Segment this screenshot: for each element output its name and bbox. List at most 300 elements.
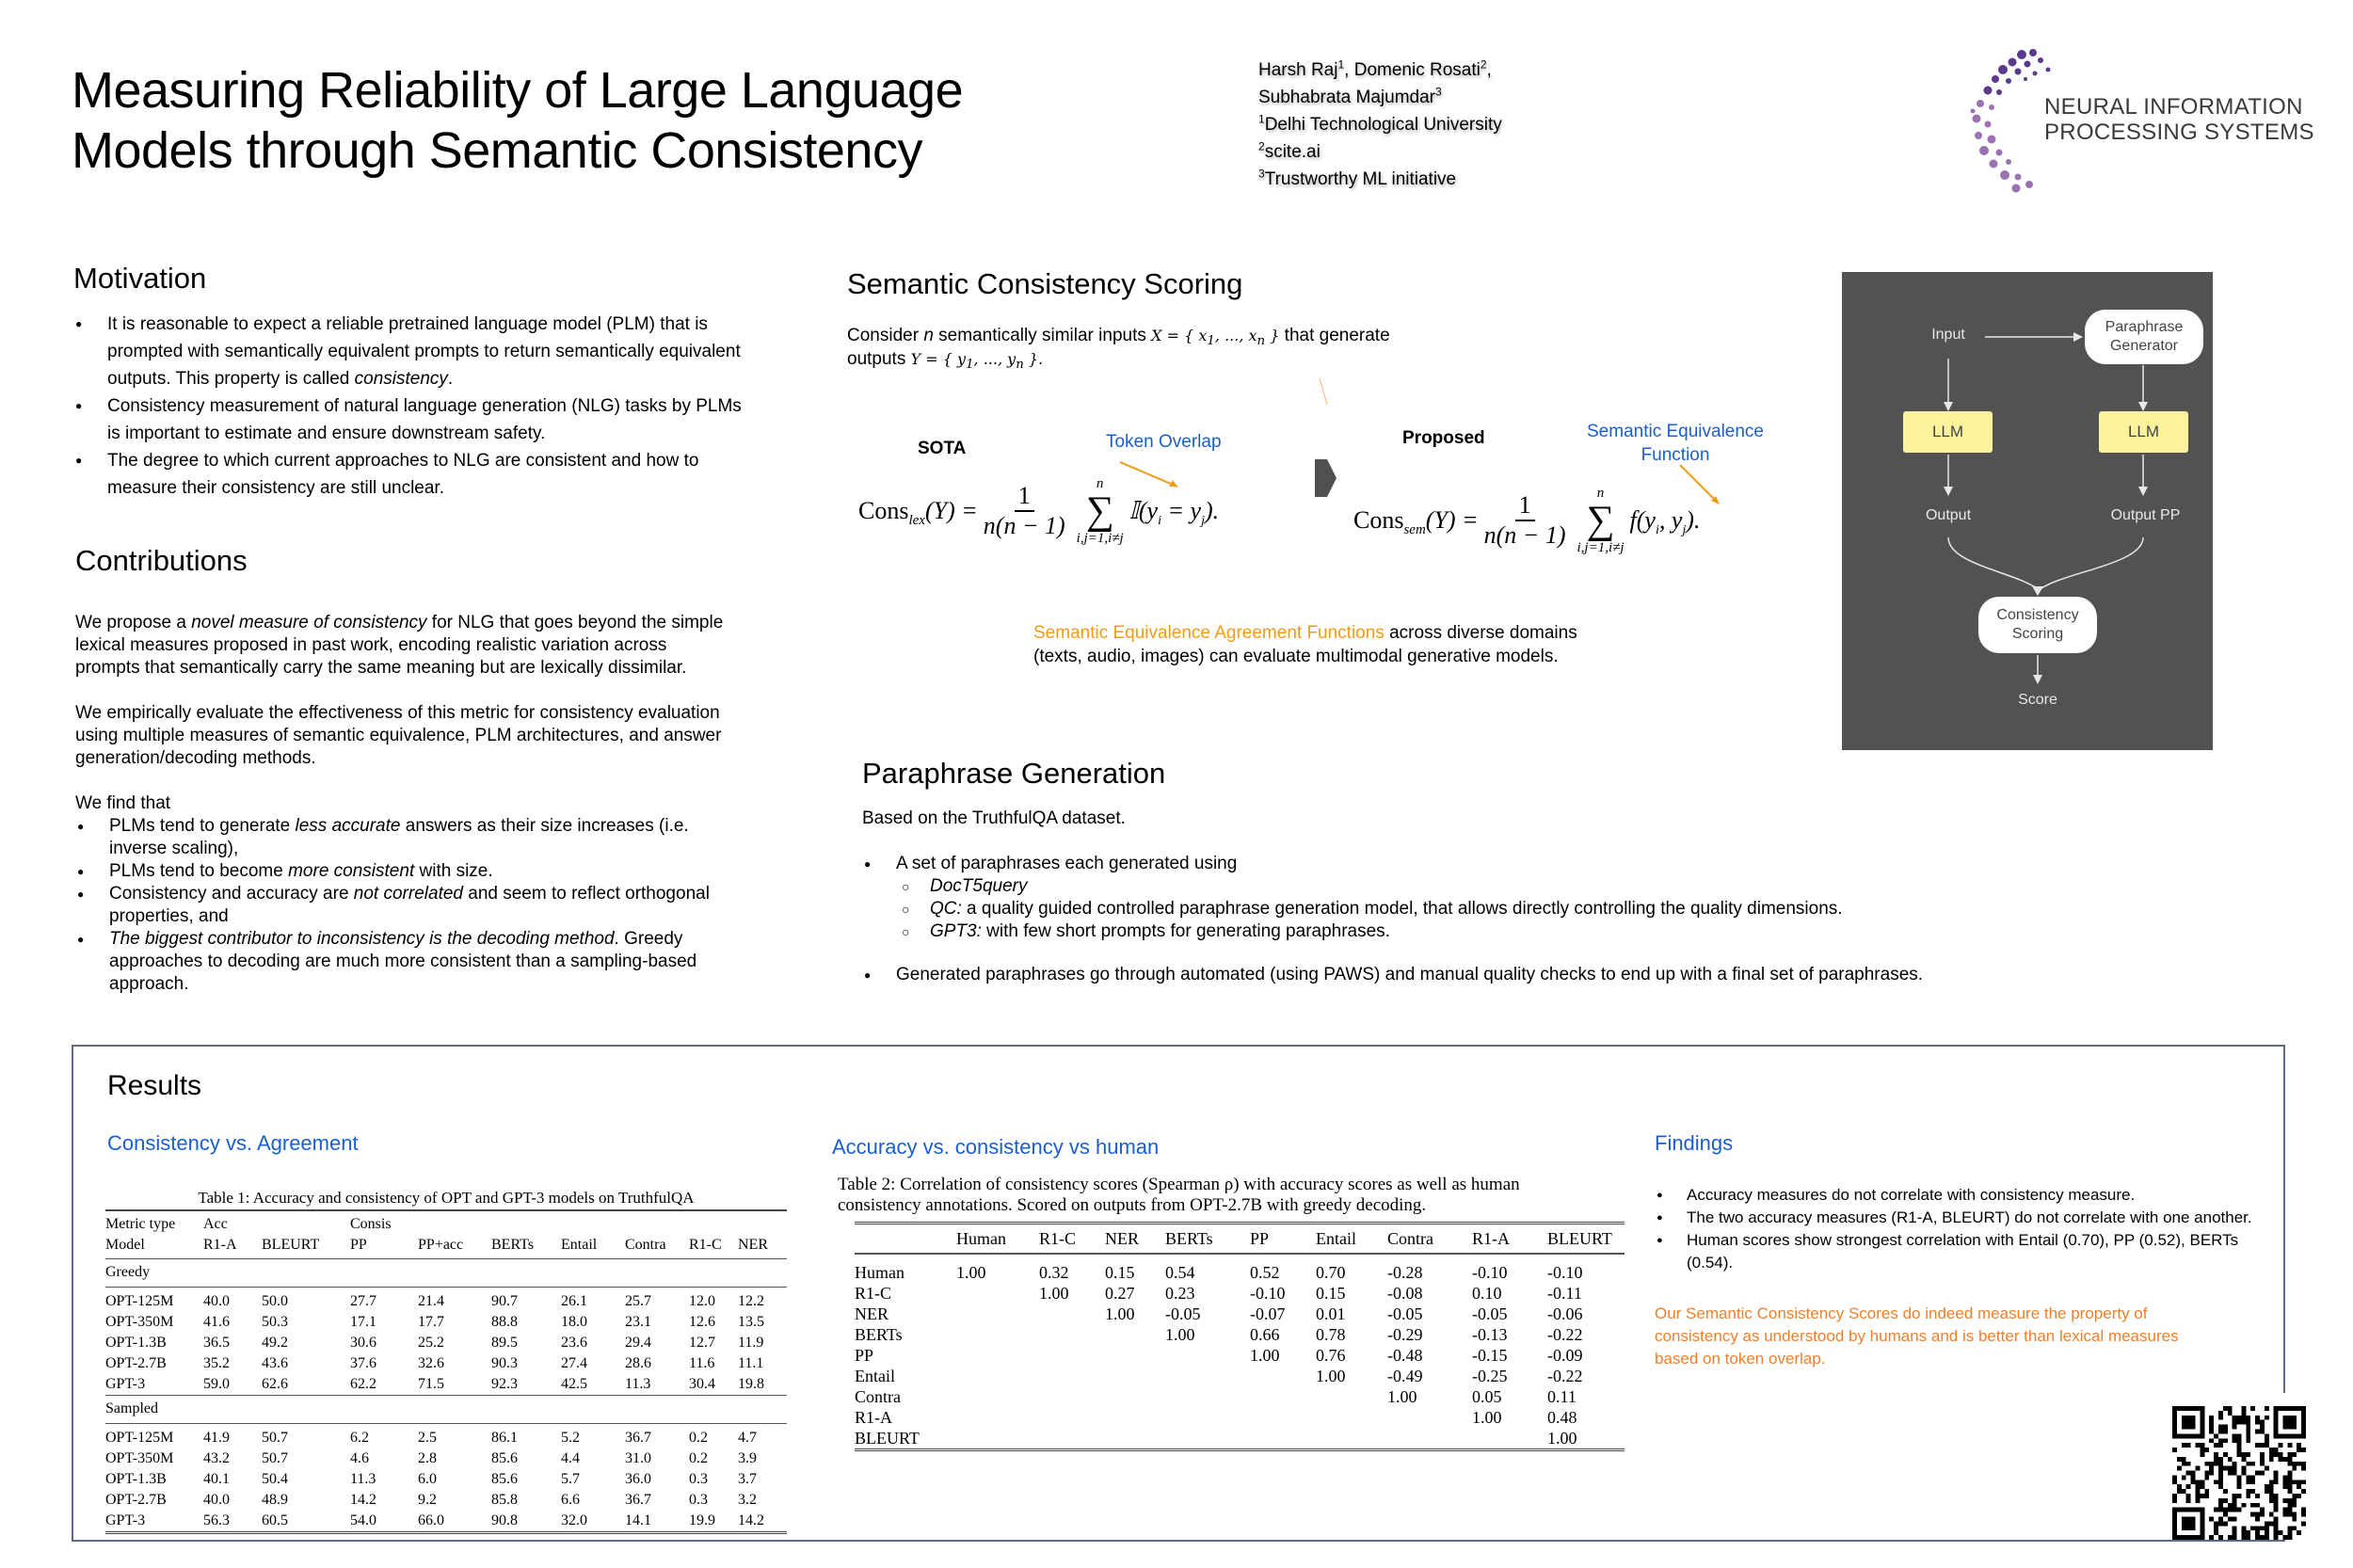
value-cell: 59.0 xyxy=(203,1376,230,1392)
correlation-cell xyxy=(1165,1428,1250,1450)
text: . Greedy approaches to decoding are much more consistent than a sampling-based approach. xyxy=(109,929,697,994)
neurips-logo xyxy=(1967,45,2353,196)
math: = y xyxy=(1160,497,1202,524)
value-cell: 12.7 xyxy=(689,1335,715,1351)
value-cell: 5.7 xyxy=(561,1471,580,1487)
correlation-cell: -0.05 xyxy=(1387,1304,1423,1323)
node-label: Consistency xyxy=(1996,607,2079,623)
sum-upper: n xyxy=(1596,486,1605,501)
right-chevron-icon xyxy=(1315,459,1337,497)
column-header: Entail xyxy=(561,1237,598,1253)
affiliation-name: Trustworthy ML initiative xyxy=(1264,169,1457,189)
numerator: 1 xyxy=(1515,491,1535,521)
finding-bullet xyxy=(109,860,725,883)
correlation-cell: -0.09 xyxy=(1547,1346,1583,1365)
affiliation-sup: 1 xyxy=(1258,112,1265,126)
math-sub: n xyxy=(1257,334,1266,349)
math: Cons xyxy=(1353,506,1404,534)
sigma-icon: ∑ xyxy=(1586,499,1615,542)
note-line-2: (texts, audio, images) can evaluate multimodal generative models. xyxy=(1033,647,1559,666)
math: ). xyxy=(1686,506,1701,534)
correlation-cell xyxy=(1039,1407,1105,1428)
table-row xyxy=(855,1283,1625,1304)
correlation-cell: 0.10 xyxy=(1472,1284,1502,1303)
text: a quality guided controlled paraphrase generation model, that allows directly controlling the quality dimensions. xyxy=(961,899,1843,919)
sum-lower: i,j=1,i≠j xyxy=(1577,540,1625,555)
column-header: R1-C xyxy=(1039,1229,1077,1248)
correlation-cell: 0.52 xyxy=(1250,1263,1280,1282)
finding-bullet xyxy=(109,815,725,860)
column-group-header: Metric type xyxy=(105,1216,176,1232)
value-cell: 90.7 xyxy=(491,1293,518,1309)
value-cell: 11.1 xyxy=(738,1355,764,1371)
value-cell: 85.8 xyxy=(491,1492,518,1508)
value-cell: 50.7 xyxy=(262,1430,288,1446)
math: X = { x xyxy=(1151,327,1208,344)
table-row xyxy=(855,1407,1625,1428)
table-2 xyxy=(838,1175,1647,1451)
value-cell: 4.4 xyxy=(561,1450,580,1466)
value-cell: 32.6 xyxy=(418,1355,444,1371)
value-cell: 4.6 xyxy=(350,1450,369,1466)
table-row xyxy=(105,1490,787,1511)
math-n: n xyxy=(923,326,934,345)
table-row xyxy=(105,1511,787,1533)
text: that generate xyxy=(1279,326,1390,345)
row-label: Contra xyxy=(855,1387,901,1406)
column-header: PP xyxy=(350,1237,367,1253)
method-item xyxy=(930,875,2086,898)
formula-lhs xyxy=(858,497,978,529)
contribution-paragraph: We empirically evaluate the effectiveness of this metric for consistency evaluation using multiple measures of semantic equivalence, PLM architectures, and answer generation/decoding methods. xyxy=(75,703,722,768)
value-cell: 30.4 xyxy=(689,1376,715,1392)
node-output-pp: Output PP xyxy=(2110,507,2181,523)
table-header-row xyxy=(855,1224,1625,1255)
correlation-cell: 0.54 xyxy=(1165,1263,1195,1282)
correlation-cell: -0.07 xyxy=(1250,1304,1286,1323)
findings-bullet: ● Human scores show strongest correlation with Entail (0.70), PP (0.52), BERTs (0.54). xyxy=(1687,1229,2257,1274)
text: PLMs tend to become xyxy=(109,861,289,881)
table-row xyxy=(105,1424,787,1449)
node-input: Input xyxy=(1931,327,1965,343)
value-cell: 5.2 xyxy=(561,1430,580,1446)
method-item xyxy=(930,898,2086,920)
value-cell: 25.7 xyxy=(625,1293,651,1309)
model-cell: OPT-350M xyxy=(105,1314,174,1330)
motivation-bullet xyxy=(107,447,751,502)
value-cell: 11.3 xyxy=(350,1471,376,1487)
denominator: n(n − 1) xyxy=(983,512,1065,539)
value-cell: 86.1 xyxy=(491,1430,518,1446)
math-X xyxy=(1151,327,1280,349)
group-row xyxy=(105,1259,787,1288)
correlation-cell xyxy=(1472,1428,1547,1450)
findings-bullet: ● The two accuracy measures (R1-A, BLEURT) do not correlate with one another. xyxy=(1687,1207,2257,1229)
text: for NLG that goes beyond the simple lexical measures proposed in past work, encoding realistic variation across prompts that semantically carry the same meaning but are lexically dissimilar. xyxy=(75,613,724,678)
column-header: BLEURT xyxy=(262,1237,320,1253)
correlation-cell xyxy=(956,1324,1039,1345)
qr-code-icon[interactable] xyxy=(2172,1406,2306,1540)
author-sup: 1 xyxy=(1337,57,1345,72)
node-consistency-scoring xyxy=(1978,597,2097,653)
math-sub: n xyxy=(1016,358,1024,373)
bullet-text: It is reasonable to expect a reliable pretrained language model (PLM) that is prompted with semantically equivalent prompts to return semantically equivalent outputs. This property is called xyxy=(107,314,741,389)
summand xyxy=(1629,506,1701,538)
value-cell: 48.9 xyxy=(262,1492,288,1508)
formula-semantic xyxy=(1353,485,1815,556)
affiliation-name: scite.ai xyxy=(1264,142,1321,162)
value-cell: 32.0 xyxy=(561,1512,587,1528)
value-cell: 14.2 xyxy=(350,1492,376,1508)
correlation-cell: 0.66 xyxy=(1250,1325,1280,1344)
emphasis: not correlated xyxy=(353,884,463,904)
sigma-icon: ∑ xyxy=(1085,489,1114,533)
fraction xyxy=(984,482,1065,540)
value-cell: 50.3 xyxy=(262,1314,288,1330)
column-header: BLEURT xyxy=(1547,1229,1612,1248)
node-paraphrase-generator xyxy=(2085,310,2203,364)
neurips-dots-icon xyxy=(1967,45,2052,196)
arrowhead-icon xyxy=(2138,487,2148,496)
correlation-cell: -0.22 xyxy=(1547,1367,1583,1385)
model-cell: OPT-125M xyxy=(105,1430,174,1446)
bullet-text: Consistency measurement of natural language generation (NLG) tasks by PLMs is important to estimate and ensure downstream safety. xyxy=(107,396,742,443)
scoring-heading: Semantic Consistency Scoring xyxy=(847,267,1243,300)
column-header: PP xyxy=(1250,1229,1270,1248)
correlation-cell xyxy=(1039,1386,1105,1407)
method-name: GPT3: xyxy=(930,921,982,941)
correlation-cell: -0.49 xyxy=(1387,1367,1423,1385)
method-name: QC: xyxy=(930,899,962,919)
row-label: PP xyxy=(855,1346,874,1365)
poster-title-line-2: Models through Semantic Consistency xyxy=(72,122,922,179)
arrowhead-icon xyxy=(2032,586,2043,596)
summand xyxy=(1128,497,1220,529)
label-line: Function xyxy=(1641,445,1710,465)
correlation-cell xyxy=(1039,1428,1105,1450)
correlation-cell: 1.00 xyxy=(1165,1325,1195,1344)
value-cell: 4.7 xyxy=(738,1430,757,1446)
column-header: NER xyxy=(1105,1229,1139,1248)
correlation-cell: 1.00 xyxy=(1105,1304,1135,1323)
results-frame-right xyxy=(2283,1045,2285,1393)
table-header-row xyxy=(105,1210,787,1235)
arrowhead-icon xyxy=(2073,332,2083,342)
author-name: Harsh Raj xyxy=(1258,60,1338,80)
correlation-cell: -0.13 xyxy=(1472,1325,1508,1344)
text: with size. xyxy=(414,861,493,881)
correlation-cell xyxy=(1250,1407,1316,1428)
value-cell: 40.0 xyxy=(203,1293,230,1309)
value-cell: 6.0 xyxy=(418,1471,437,1487)
row-label: R1-A xyxy=(855,1408,892,1427)
formula-lexical xyxy=(858,475,1308,547)
correlation-cell xyxy=(1387,1407,1472,1428)
correlation-cell: -0.10 xyxy=(1547,1263,1583,1282)
correlation-cell xyxy=(1039,1366,1105,1386)
column-group-header xyxy=(689,1210,738,1235)
value-cell: 6.2 xyxy=(350,1430,369,1446)
correlation-cell xyxy=(1105,1366,1165,1386)
model-cell: OPT-350M xyxy=(105,1450,174,1466)
summation xyxy=(1077,475,1124,547)
author-sup: 2 xyxy=(1480,57,1487,72)
motivation-bullet xyxy=(107,392,751,447)
math-sub: i xyxy=(1158,514,1161,529)
model-cell: OPT-1.3B xyxy=(105,1335,167,1351)
value-cell: 90.3 xyxy=(491,1355,518,1371)
table-1-grid xyxy=(105,1209,787,1534)
value-cell: 36.7 xyxy=(625,1430,651,1446)
results-heading: Results xyxy=(107,1070,202,1101)
value-cell: 36.0 xyxy=(625,1471,651,1487)
math: }. xyxy=(1023,350,1044,368)
value-cell: 11.3 xyxy=(625,1376,651,1392)
accuracy-vs-consistency-heading: Accuracy vs. consistency vs human xyxy=(832,1135,1160,1159)
column-group-header xyxy=(625,1210,689,1235)
method-name: DocT5query xyxy=(930,876,1028,896)
value-cell: 6.6 xyxy=(561,1492,580,1508)
poster-title xyxy=(72,60,963,181)
value-cell: 43.2 xyxy=(203,1450,230,1466)
scoring-intro xyxy=(847,324,1390,371)
correlation-cell xyxy=(1039,1345,1105,1366)
value-cell: 71.5 xyxy=(418,1376,444,1392)
contribution-paragraph xyxy=(75,612,725,680)
table-header-row xyxy=(105,1235,787,1259)
summation xyxy=(1577,485,1625,556)
author-name: Domenic Rosati xyxy=(1353,60,1481,80)
neurips-logo-text xyxy=(2044,94,2314,145)
correlation-cell: 1.00 xyxy=(1472,1408,1502,1427)
numerator: 1 xyxy=(1015,482,1034,512)
findings-bullet: ● Accuracy measures do not correlate with consistency measure. xyxy=(1687,1184,2257,1207)
value-cell: 36.7 xyxy=(625,1492,651,1508)
table-row xyxy=(105,1469,787,1490)
consistency-vs-agreement-heading: Consistency vs. Agreement xyxy=(107,1131,359,1155)
column-header: Model xyxy=(105,1237,145,1253)
faint-orange-line xyxy=(1320,378,1327,405)
fraction xyxy=(1484,491,1566,550)
column-header: Contra xyxy=(625,1237,666,1253)
correlation-cell xyxy=(1105,1324,1165,1345)
note-line-1 xyxy=(1033,621,1577,645)
affiliation xyxy=(1258,138,1502,166)
column-header: Contra xyxy=(1387,1229,1433,1248)
math-sub: lex xyxy=(908,513,925,529)
author-line-2 xyxy=(1258,84,1502,111)
value-cell: 29.4 xyxy=(625,1335,651,1351)
math-sub: j xyxy=(1201,514,1205,529)
table-2-caption xyxy=(838,1175,1647,1216)
value-cell: 56.3 xyxy=(203,1512,230,1528)
proposed-label: Proposed xyxy=(1402,428,1485,448)
value-cell: 49.2 xyxy=(262,1335,288,1351)
math: Cons xyxy=(858,497,909,524)
scoring-note xyxy=(1033,621,1577,668)
math-sub: 1 xyxy=(1207,334,1215,349)
value-cell: 19.8 xyxy=(738,1376,764,1392)
text: PLMs tend to generate xyxy=(109,816,296,836)
correlation-cell xyxy=(1039,1304,1105,1324)
author-name: Subhabrata Majumdar xyxy=(1258,88,1435,107)
table-row xyxy=(855,1254,1625,1283)
text: semantically similar inputs xyxy=(933,326,1152,345)
value-cell: 28.6 xyxy=(625,1355,651,1371)
correlation-cell: -0.22 xyxy=(1547,1325,1583,1344)
correlation-cell: 0.01 xyxy=(1316,1304,1346,1323)
column-header: BERTs xyxy=(491,1237,535,1253)
correlation-cell: 1.00 xyxy=(956,1263,986,1282)
table-row xyxy=(105,1374,787,1396)
correlation-cell: -0.11 xyxy=(1547,1284,1582,1303)
value-cell: 37.6 xyxy=(350,1355,376,1371)
text: with few short prompts for generating paraphrases. xyxy=(981,921,1390,941)
correlation-cell xyxy=(956,1366,1039,1386)
value-cell: 25.2 xyxy=(418,1335,444,1351)
findings-panel xyxy=(1655,1129,2257,1370)
column-header xyxy=(855,1224,956,1255)
correlation-cell: -0.08 xyxy=(1387,1284,1423,1303)
value-cell: 89.5 xyxy=(491,1335,518,1351)
math: ). xyxy=(1204,497,1220,524)
sum-upper: n xyxy=(1096,476,1104,491)
arrowhead-icon xyxy=(1944,487,1953,496)
correlation-cell: 1.00 xyxy=(1039,1284,1069,1303)
value-cell: 11.9 xyxy=(738,1335,764,1351)
table-1 xyxy=(105,1189,787,1534)
bullet-text: . xyxy=(447,369,454,389)
correlation-cell: 0.78 xyxy=(1316,1325,1346,1344)
value-cell: 0.2 xyxy=(689,1450,708,1466)
column-group-header: Acc xyxy=(203,1216,228,1232)
group-row xyxy=(105,1396,787,1424)
sum-lower: i,j=1,i≠j xyxy=(1076,531,1124,546)
group-label: Sampled xyxy=(105,1400,158,1416)
model-cell: GPT-3 xyxy=(105,1512,146,1528)
poster-title-line-1: Measuring Reliability of Large Language xyxy=(72,62,964,119)
value-cell: 35.2 xyxy=(203,1355,230,1371)
bullet-emphasis: consistency xyxy=(354,369,448,389)
author-sep: , xyxy=(1344,60,1354,80)
node-label: Generator xyxy=(2109,338,2179,354)
column-header: R1-A xyxy=(203,1237,237,1253)
model-cell: OPT-125M xyxy=(105,1293,174,1309)
correlation-cell: 0.32 xyxy=(1039,1263,1069,1282)
value-cell: 14.2 xyxy=(738,1512,764,1528)
group-label: Greedy xyxy=(105,1264,151,1280)
table-row xyxy=(105,1288,787,1313)
value-cell: 12.6 xyxy=(689,1314,715,1330)
we-find-that: We find that xyxy=(75,793,171,813)
table-row xyxy=(105,1448,787,1469)
table-row xyxy=(105,1333,787,1353)
text: We propose a xyxy=(75,613,192,632)
correlation-cell: 1.00 xyxy=(1250,1346,1280,1365)
value-cell: 62.6 xyxy=(262,1376,288,1392)
logo-line-2: PROCESSING SYSTEMS xyxy=(2044,120,2314,145)
value-cell: 9.2 xyxy=(418,1492,437,1508)
math-sub: 1 xyxy=(966,358,974,373)
correlation-cell: 0.70 xyxy=(1316,1263,1346,1282)
intro-line-1 xyxy=(847,324,1390,347)
correlation-cell xyxy=(1165,1407,1250,1428)
arrowhead-icon xyxy=(2138,402,2148,411)
value-cell: 42.5 xyxy=(561,1376,587,1392)
value-cell: 0.3 xyxy=(689,1471,708,1487)
correlation-cell xyxy=(1250,1386,1316,1407)
column-header: NER xyxy=(738,1237,768,1253)
correlation-cell: 0.15 xyxy=(1105,1263,1135,1282)
table-2-grid xyxy=(855,1222,1625,1451)
column-header: BERTs xyxy=(1165,1229,1213,1248)
correlation-cell: 0.48 xyxy=(1547,1408,1577,1427)
node-llm-right: LLM xyxy=(2099,411,2188,453)
value-cell: 0.3 xyxy=(689,1492,708,1508)
emphasis: novel measure of consistency xyxy=(191,613,427,632)
value-cell: 85.6 xyxy=(491,1450,518,1466)
value-cell: 41.9 xyxy=(203,1430,230,1446)
table-row xyxy=(855,1386,1625,1407)
affiliation xyxy=(1258,111,1502,138)
row-label: R1-C xyxy=(855,1284,892,1303)
value-cell: 43.6 xyxy=(262,1355,288,1371)
table-row xyxy=(855,1428,1625,1450)
correlation-cell: -0.10 xyxy=(1250,1284,1286,1303)
column-header: Entail xyxy=(1316,1229,1356,1248)
correlation-cell xyxy=(1165,1386,1250,1407)
emphasis: The biggest contributor to inconsistency is the decoding method xyxy=(109,929,615,949)
conclusion-text: Our Semantic Consistency Scores do indeed measure the property of consistency as understood by humans and is better than lexical measures based on token overlap. xyxy=(1655,1304,2179,1368)
semantic-equivalence-label xyxy=(1562,420,1788,467)
value-cell: 50.4 xyxy=(262,1471,288,1487)
correlation-cell: 0.27 xyxy=(1105,1284,1135,1303)
node-output: Output xyxy=(1925,507,1972,523)
affiliation-sup: 2 xyxy=(1258,139,1265,153)
value-cell: 0.2 xyxy=(689,1430,708,1446)
value-cell: 40.0 xyxy=(203,1492,230,1508)
value-cell: 88.8 xyxy=(491,1314,518,1330)
value-cell: 12.2 xyxy=(738,1293,764,1309)
author-sup: 3 xyxy=(1435,85,1442,99)
correlation-cell: -0.48 xyxy=(1387,1346,1423,1365)
findings-heading: Findings xyxy=(1655,1131,1734,1155)
node-label: Scoring xyxy=(2011,626,2064,642)
denominator: n(n − 1) xyxy=(1483,521,1566,549)
value-cell: 19.9 xyxy=(689,1512,715,1528)
correlation-cell: 0.15 xyxy=(1316,1284,1346,1303)
correlation-cell: -0.28 xyxy=(1387,1263,1423,1282)
value-cell: 13.5 xyxy=(738,1314,764,1330)
correlation-cell: 0.23 xyxy=(1165,1284,1195,1303)
correlation-cell xyxy=(956,1407,1039,1428)
value-cell: 50.7 xyxy=(262,1450,288,1466)
row-label: BERTs xyxy=(855,1325,903,1344)
motivation-heading: Motivation xyxy=(73,262,207,295)
correlation-cell: -0.05 xyxy=(1165,1304,1201,1323)
correlation-cell xyxy=(1105,1407,1165,1428)
table-1-caption: Table 1: Accuracy and consistency of OPT and GPT-3 models on TruthfulQA xyxy=(198,1189,695,1207)
contributions-heading: Contributions xyxy=(75,544,248,577)
math-Y xyxy=(910,350,1044,373)
text: and seem to reflect orthogonal properties, and xyxy=(109,884,710,926)
math: , ..., y xyxy=(973,350,1016,368)
model-cell: OPT-2.7B xyxy=(105,1355,167,1371)
value-cell: 17.1 xyxy=(350,1314,376,1330)
value-cell: 90.8 xyxy=(491,1512,518,1528)
math: Y = { y xyxy=(910,350,967,368)
node-score: Score xyxy=(2018,692,2057,708)
